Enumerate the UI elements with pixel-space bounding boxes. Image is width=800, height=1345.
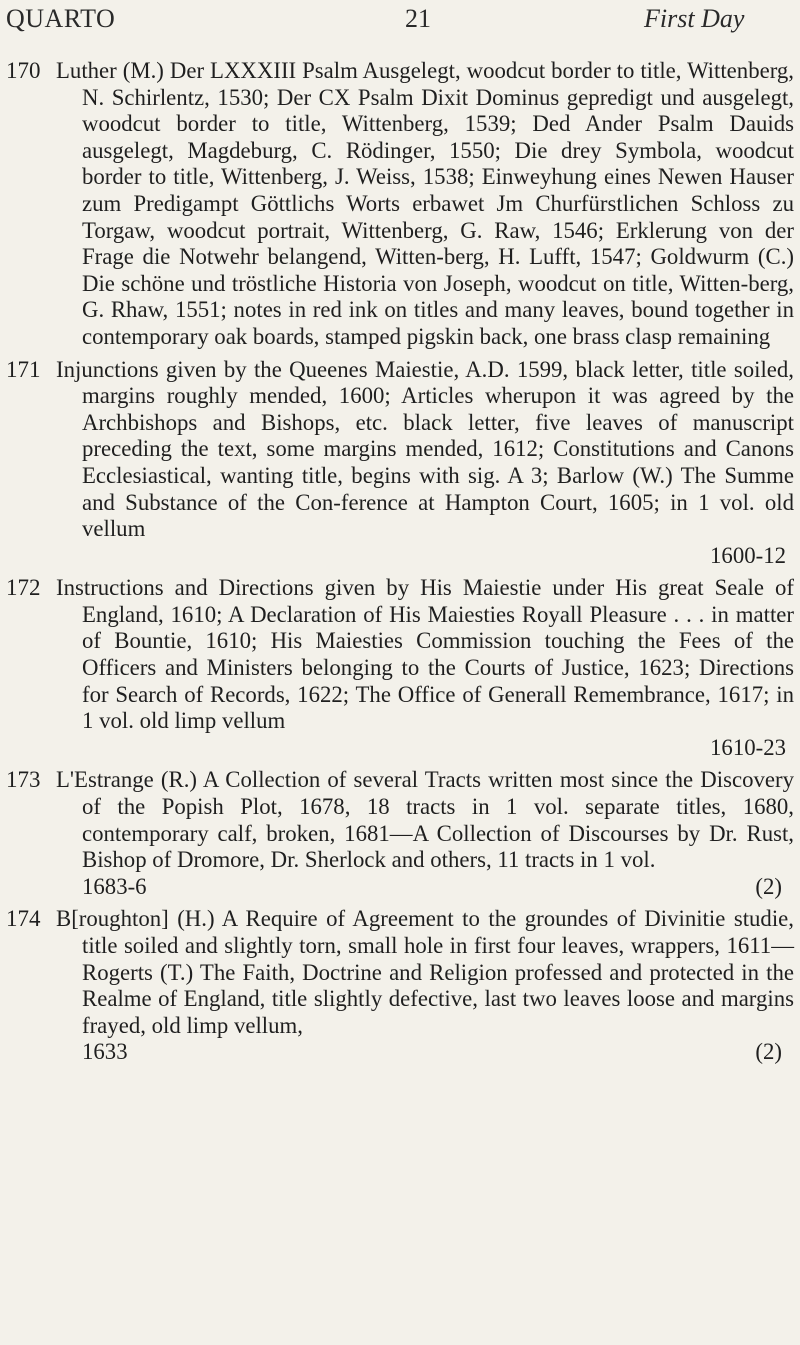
page-number: 21 [405,4,431,33]
lot-date-line [82,735,794,762]
lot-number: 171 [6,356,41,382]
lot-list [6,58,794,1066]
lot-entry [6,357,794,570]
page-header [0,4,800,44]
lot-number: 174 [6,906,41,932]
lot-date: 1610-23 [710,734,786,760]
lot-number: 172 [6,575,41,601]
lot-date: 1633 [82,1039,128,1065]
lot-number: 173 [6,767,41,793]
lot-date: 1683-6 [82,873,147,899]
lot-entry [6,575,794,761]
lot-description: Injunctions given by the Queenes Maiestie, A.D. 1599, black letter, title soiled, margins roughly mended, 1600; Articles wherupon it was agreed by the Archbishops and Bishops, etc. black letter, five leaves of manuscript preceding the text, some margins mended, 1612; Constitutions and Canons Ecclesiastical, wanting title, begins with sig. A 3; Barlow (W.) The Summe and Substance of the Con-ference at Hampton Court, 1605; in 1 vol. old vellum [56,356,794,542]
lot-date-line [82,874,794,901]
lot-description: B[roughton] (H.) A Require of Agreement to the groundes of Divinitie studie, title soiled and slightly torn, small hole in first four leaves, wrappers, 1611—Rogerts (T.) The Faith, Doctrine and Religion professed and protected in the Realme of England, title slightly defective, last two leaves loose and margins frayed, old limp vellum, [56,906,794,1038]
lot-date: 1600-12 [710,542,786,568]
lot-date-line [82,1039,794,1066]
lot-description: L'Estrange (R.) A Collection of several Tracts written most since the Discovery of the Popish Plot, 1678, 18 tracts in 1 vol. separate titles, 1680, contemporary calf, broken, 1681—A Collection of Discourses by Dr. Rust, Bishop of Dromore, Dr. Sherlock and others, 11 tracts in 1 vol. [56,767,794,873]
header-sale-day: First Day [644,4,745,33]
lot-entry [6,767,794,900]
lot-number: 170 [6,58,41,83]
lot-description: Luther (M.) Der LXXXIII Psalm Ausgelegt, woodcut border to title, Wittenberg, N. Schirlentz, 1530; Der CX Psalm Dixit Dominus gepredigt und ausgelegt, woodcut border to title, Wittenberg, 1539; Ded Ander Psalm Dauids ausgelegt, Magdeburg, C. Rödinger, 1550; Die drey Symbola, woodcut border to title, Wittenberg, J. Weiss, 1538; Einweyhung eines Newen Hauser zum Predigampt Göttlichs Worts erbawet Jm Churfürstlichen Schloss zu Torgaw, woodcut portrait, Wittenberg, G. Raw, 1546; Erklerung von der Frage die Notwehr belangend, Witten-berg, H. Lufft, 1547; Goldwurm (C.) Die schöne und tröstliche Historia von Joseph, woodcut on title, Witten-berg, G. Rhaw, 1551; notes in red ink on titles and many leaves, bound together in contemporary oak boards, stamped pigskin back, one brass clasp remaining [56,58,794,349]
lot-date-line [82,543,794,570]
lot-count: (2) [755,1039,782,1065]
lot-description: Instructions and Directions given by His Maiestie under His great Seale of England, 1610; A Declaration of His Maiesties Royall Pleasure . . . in matter of Bountie, 1610; His Maiesties Commission touching the Fees of the Officers and Ministers belonging to the Courts of Justice, 1623; Directions for Search of Records, 1622; The Office of Generall Remembrance, 1617; in 1 vol. old limp vellum [56,575,794,734]
header-format: QUARTO [6,4,116,33]
lot-entry [6,58,794,351]
lot-entry [6,906,794,1066]
lot-count: (2) [755,873,782,899]
